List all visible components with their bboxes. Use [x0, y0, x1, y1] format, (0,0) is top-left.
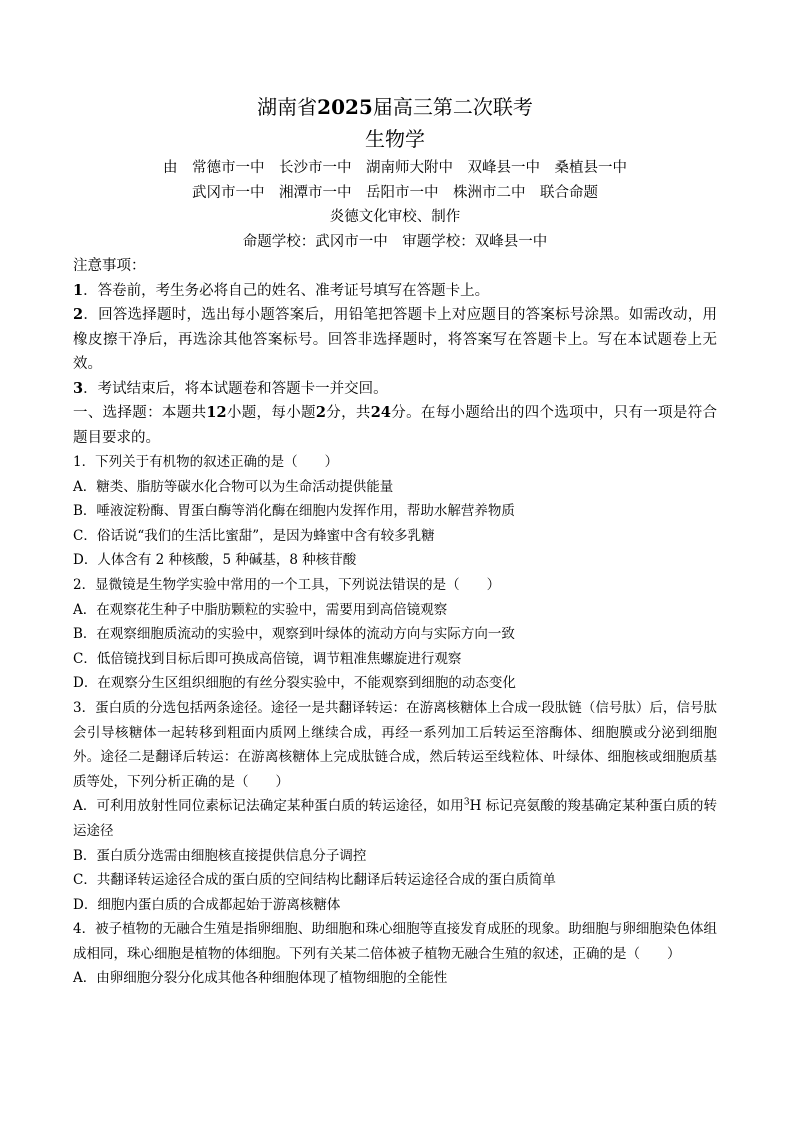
- question-stem: 1．下列关于有机物的叙述正确的是（ ）: [73, 454, 339, 470]
- school-credits-line: 命题学校：武冈市一中 审题学校：双峰县一中: [242, 233, 548, 250]
- schools-line-1: 由 常德市一中 长沙市一中 湖南师大附中 双峰县一中 桑植县一中: [163, 160, 627, 176]
- production-line: 炎德文化审校、制作: [329, 209, 461, 225]
- question-2: [73, 573, 717, 696]
- instructions: [73, 254, 717, 450]
- question-1: [73, 450, 717, 573]
- question-stem: 4．被子植物的无融合生殖是指卵细胞、助细胞和珠心细胞等直接发育成胚的现象。助细胞与卵细胞染色体组成相同，珠心细胞是植物的体细胞。下列有关某二倍体被子植物无融合生殖的叙述，正确的是（ ）: [73, 921, 717, 962]
- question-stem: 3．蛋白质的分选包括两条途径。途径一是共翻译转运：在游离核糖体上合成一段肽链（信号肽）后，信号肽会引导核糖体一起转移到粗面内质网上继续合成，再经一系列加工后转运至溶酶体、细胞膜或分泌到细胞外。途径二是翻译后转运：在游离核糖体上完成肽链合成，然后转运至线粒体、叶绿体、细胞核或细胞质基质等处，下列分析正确的是（ ）: [73, 699, 717, 790]
- note-2-text: ．回答选择题时，选出每小题答案后，用铅笔把答题卡上对应题目的答案标号涂黑。如需改动，用橡皮擦干净后，再选涂其他答案标号。回答非选择题时，将答案写在答题卡上。写在本试题卷上无效。: [73, 307, 717, 372]
- section-text-1: 一、选择题：本题共: [73, 405, 207, 421]
- title-suffix: 届高三第二次联考: [372, 95, 533, 119]
- title-year: 2025: [317, 95, 373, 119]
- option-b: B．蛋白质分选需由细胞核直接提供信息分子调控: [73, 847, 367, 864]
- exam-title: [73, 94, 717, 120]
- section-text-2: 小题，每小题: [226, 405, 316, 421]
- option-a: A．在观察花生种子中脂肪颗粒的实验中，需要用到高倍镜观察: [73, 601, 448, 618]
- notes-heading: 注意事项：: [73, 258, 146, 274]
- question-4: [73, 917, 717, 991]
- option-a: A．糖类、脂肪等碳水化合物可以为生命活动提供能量: [73, 478, 394, 495]
- option-a: A．由卵细胞分裂分化成其他各种细胞体现了植物细胞的全能性: [73, 970, 448, 987]
- note-1-number: 1: [73, 281, 84, 299]
- option-c: C．共翻译转运途径合成的蛋白质的空间结构比翻译后转运途径合成的蛋白质简单: [73, 872, 556, 889]
- note-1-text: ．答卷前，考生务必将自己的姓名、准考证号填写在答题卡上。: [83, 282, 490, 299]
- section-text-4: 分。在每小题给出的四个选项中，只有一项是符合题目要求的。: [73, 405, 718, 446]
- note-2: [73, 303, 717, 377]
- subject-title: 生物学: [365, 127, 425, 151]
- note-1: [73, 279, 717, 304]
- section-text-3: 分，共: [325, 405, 371, 421]
- note-3-text: ．考试结束后，将本试题卷和答题卡一并交回。: [83, 380, 388, 397]
- question-3: [73, 696, 717, 917]
- note-3-number: 3: [73, 379, 84, 397]
- section-count: 12: [206, 404, 227, 421]
- title-prefix: 湖南省: [257, 95, 318, 119]
- schools-line-2: 武冈市一中 湘潭市一中 岳阳市一中 株洲市二中 联合命题: [192, 184, 598, 201]
- option-c: C．俗话说“我们的生活比蜜甜”，是因为蜂蜜中含有较多乳糖: [73, 527, 435, 544]
- section-heading: [73, 401, 717, 450]
- option-a-text: A．可利用放射性同位素标记法确定某种蛋白质的转运途径，如用: [73, 798, 464, 815]
- isotope-superscript: 3: [463, 797, 470, 808]
- option-d: D．在观察分生区组织细胞的有丝分裂实验中，不能观察到细胞的动态变化: [73, 675, 516, 692]
- option-a: [73, 794, 717, 843]
- note-3: [73, 377, 717, 402]
- option-d: D．人体含有 2 种核酸，5 种碱基，8 种核苷酸: [73, 552, 357, 569]
- question-stem: 2．显微镜是生物学实验中常用的一个工具，下列说法错误的是（ ）: [73, 576, 501, 593]
- section-total: 24: [370, 404, 391, 421]
- option-b: B．唾液淀粉酶、胃蛋白酶等消化酶在细胞内发挥作用，帮助水解营养物质: [73, 503, 515, 520]
- section-points: 2: [315, 404, 326, 421]
- option-c: C．低倍镜找到目标后即可换成高倍镜，调节粗准焦螺旋进行观察: [73, 650, 462, 667]
- option-b: B．在观察细胞质流动的实验中，观察到叶绿体的流动方向与实际方向一致: [73, 626, 515, 643]
- option-d: D．细胞内蛋白质的合成都起始于游离核糖体: [73, 896, 341, 913]
- note-2-number: 2: [73, 306, 84, 323]
- option-a-text-end: H 标记亮氨酸的羧基确定某种蛋白质的转运途径: [73, 798, 717, 839]
